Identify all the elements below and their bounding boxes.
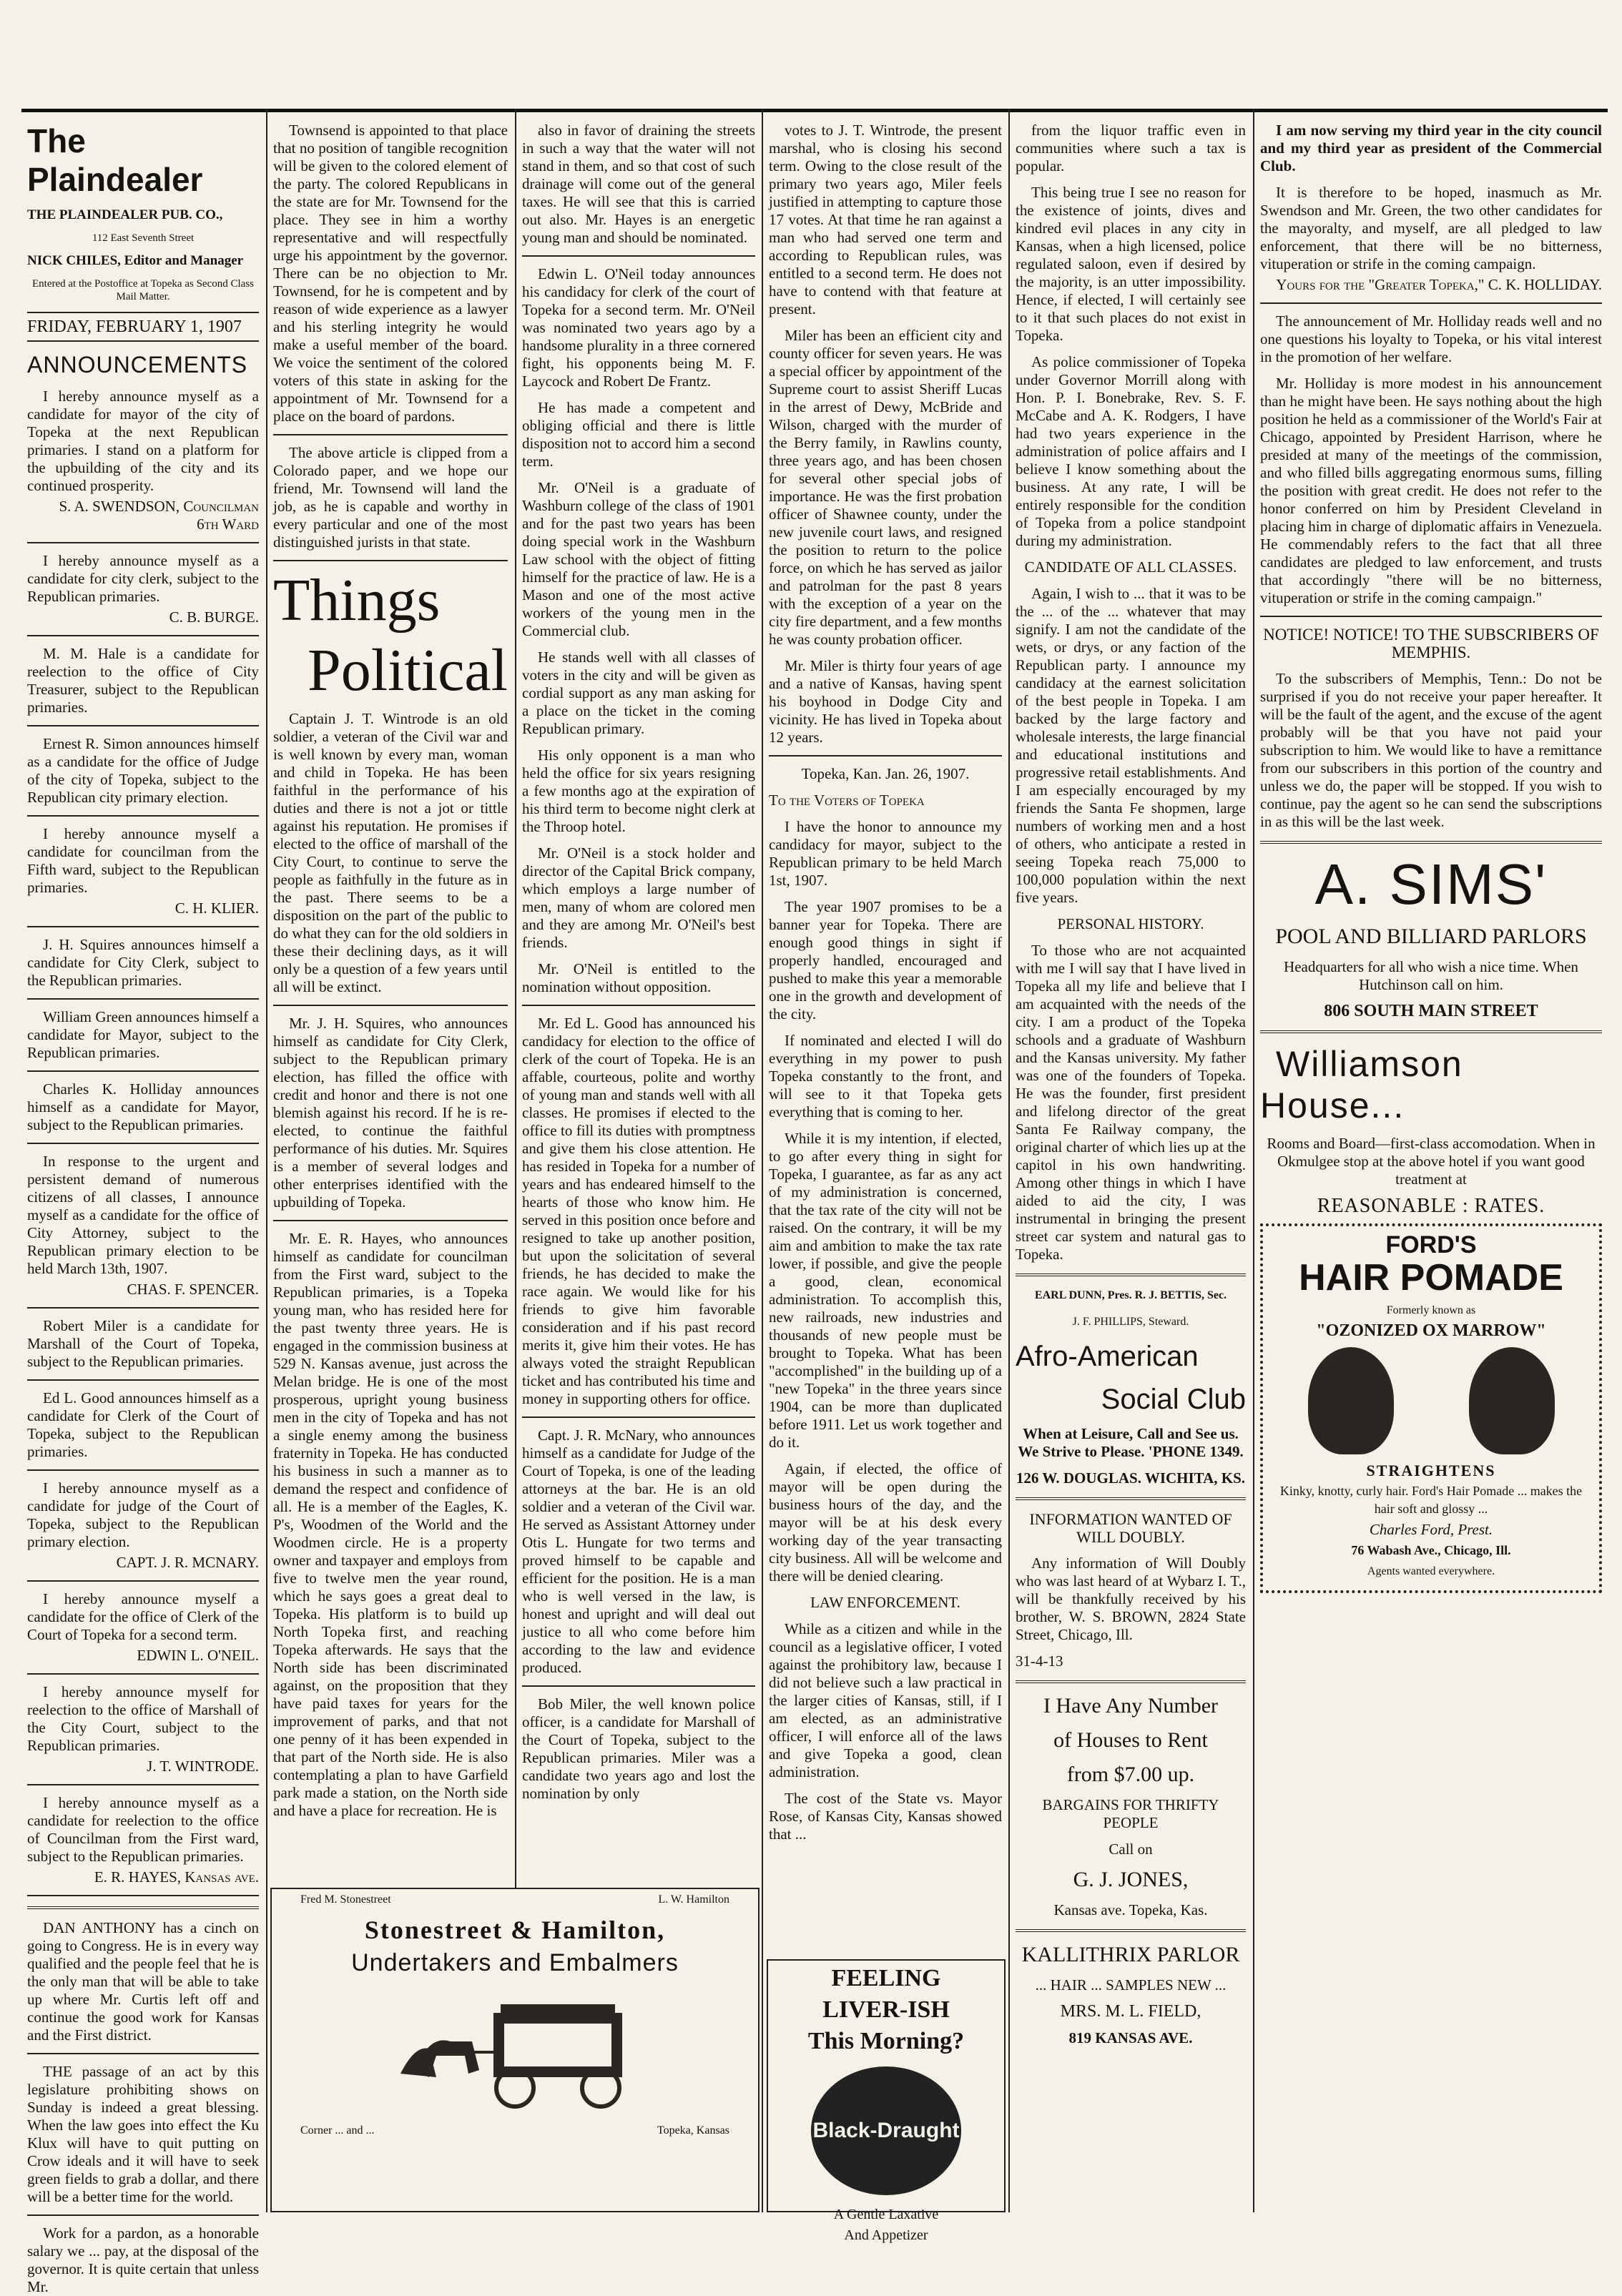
holliday-signature: Yours for the "Greater Topeka," C. K. HOLLIDAY.	[1276, 276, 1602, 293]
article-oneil-3: Mr. O'Neil is a graduate of Washburn college of the class of 1901 and for the past two years has been doing special work in the Washburn Law school with the object of fitting himself for the practice of law. He is a Mason and one of the most active workers of the young men in the Commercial club.	[522, 479, 755, 639]
houses-to-rent-ad	[1016, 1693, 1246, 1919]
divider	[27, 1379, 259, 1381]
fords-straightens: STRAIGHTENS	[1366, 1462, 1496, 1479]
article-oneil: Edwin L. O'Neil today announces his candidacy for clerk of the court of Topeka for a second term. Mr. O'Neil was nominated two years ago by a handsome plurality in a three cornered fight, his opponents being M. F. Laycock and Robert De Frantz.	[522, 265, 755, 390]
kallithrix-owner: MRS. M. L. FIELD,	[1060, 2002, 1201, 2021]
liver-line-2: LIVER-ISH	[822, 1996, 950, 2023]
notice-heading: NOTICE! NOTICE! TO THE SUBSCRIBERS OF MEMPHIS.	[1263, 626, 1599, 661]
divider	[27, 998, 259, 1000]
article-oneil-6: Mr. O'Neil is a stock holder and director of the Capital Brick company, which employs a large number of men, many of whom are colored men and they are among Mr. O'Neil's best friends.	[522, 844, 755, 951]
divider	[1260, 841, 1602, 844]
fords-signature: Charles Ford, Prest.	[1369, 1521, 1493, 1538]
afro-title-2: Social Club	[1101, 1384, 1246, 1415]
article-hayes-cont: also in favor of draining the streets in such a way that the water will not stand in them, and so that cost of such drainage will come out of the general taxes. He will see that this is carried out also. Mr. Hayes is an energetic young man and should be nominated.	[522, 122, 755, 246]
announcement-text: I hereby announce myself as a candidate for reelection to the office of Councilman from the First ward, subject to the Republican primaries.	[27, 1794, 259, 1865]
announcements-heading: ANNOUNCEMENTS	[27, 352, 248, 378]
williamson-ad	[1260, 1043, 1602, 1215]
letter-cont-p5: To those who are not acquainted with me I will say that I have lived in Topeka all my life and believe that I am acquainted with the needs of the city. I am a product of the Topeka schools and a graduate of Washburn and the Kansas university. My father was one of the founders of Topeka. He was the founder, first president and lifelong director of the great Santa Fe Railway company, the original charter of which lies up at the capitol in his own handwriting. Among other things in which I have aided to aid the city, I was instrumental in bringing the present street car system and natural gas to Topeka.	[1016, 942, 1246, 1263]
stonestreet-title: Stonestreet & Hamilton,	[364, 1916, 666, 1944]
fords-pomade-ad	[1260, 1223, 1602, 1593]
houses-line-6: G. J. JONES,	[1073, 1868, 1189, 1891]
letter-cont-p4: Again, I wish to ... that it was to be the ... of the ... whatever that may signify. I am not the candidate of the wets, or drys, or any faction of the Republican party. I announce my candidacy at the earnest solicitation of the best people in Topeka. I am backed by the large factory and wholesale interests, the large financial and educational institutions and progressive retail establishments. And I am especially encouraged by my friends the Santa Fe shopmen, large numbers of working men and a host of others, who anticipate a rested in seeing Topeka reach 75,000 to 100,000 population within the next five years.	[1016, 585, 1246, 906]
letter-dateline: Topeka, Kan. Jan. 26, 1907.	[801, 765, 970, 782]
sims-ad	[1260, 854, 1602, 1020]
masthead-title: The Plaindealer	[27, 122, 203, 198]
holliday-comment-1: The announcement of Mr. Holliday reads well and no one questions his loyalty to Topeka, or his vital interest in the promotion of her welfare.	[1260, 312, 1602, 365]
stonestreet-hamilton-ad	[270, 1888, 760, 2212]
letter-subhead-history: PERSONAL HISTORY.	[1057, 915, 1204, 932]
divider	[27, 1673, 259, 1675]
announcement-text: Ed L. Good announces himself as a candidate for Clerk of the Court of Topeka, subject to the Republican primaries.	[27, 1389, 259, 1460]
holliday-p1: I am now serving my third year in the city council and my third year as president of the Commercial Club.	[1260, 122, 1602, 174]
column-6	[1254, 122, 1608, 2212]
divider	[522, 1416, 755, 1418]
info-wanted-body: Any information of Will Doubly who was last heard of at Wybarz I. T., will be thankfully received by his brother, W. S. BROWN, 2824 State Street, Chicago, Ill.	[1016, 1555, 1246, 1643]
sims-text: Headquarters for all who wish a nice time. When Hutchinson call on him.	[1284, 958, 1578, 993]
liver-line-1: FEELING	[831, 1965, 941, 1991]
announcement-text: I hereby announce myself as a candidate for mayor of the city of Topeka at the next Republican primaries. I stand on a platform for the upbuilding of the city and its continued prosperity.	[27, 388, 259, 494]
divider	[27, 1143, 259, 1144]
divider	[27, 542, 259, 543]
kallithrix-line: ... HAIR ... SAMPLES NEW ...	[1035, 1976, 1227, 1994]
fords-text: Kinky, knotty, curly hair. Ford's Hair Pomade ... makes the hair soft and glossy ...	[1279, 1484, 1583, 1516]
divider	[27, 1895, 259, 1896]
top-rule	[21, 109, 1608, 112]
article-oneil-4: He stands well with all classes of voters in the city and will be given as cordial support as any man asking for a place on the ticket in the coming Republican primary.	[522, 649, 755, 737]
afro-officers: EARL DUNN, Pres. R. J. BETTIS, Sec.	[1034, 1289, 1227, 1301]
masthead-editor: NICK CHILES, Editor and Manager	[27, 253, 244, 268]
announcement-signature: J. T. WINTRODE.	[147, 1758, 259, 1775]
hearse-icon	[386, 1984, 644, 2113]
houses-line-1: I Have Any Number	[1043, 1694, 1219, 1718]
letter-p2: The year 1907 promises to be a banner year for Topeka. There are enough good things in sight if properly handled, encouraged and pushed to make this year a memorable one in the growth and development of the city.	[769, 898, 1002, 1023]
announcement-text: I hereby announce myself a candidate for councilman from the Fifth ward, subject to the Republican primaries.	[27, 825, 259, 896]
article-mcnary: Capt. J. R. McNary, who announces himself as a candidate for Judge of the Court of Topeka, is one of the leading attorneys at the bar. He is an old soldier and a veteran of the Civil war. He served as Assistant Attorney under Otis L. Hungate for two terms and proved himself to be capable and efficient for the position. He is a man who is well versed in the law, is honest and upright and will deal out justice to all who come before him according to the law and evidence produced.	[522, 1427, 755, 1676]
divider	[27, 635, 259, 636]
black-draught-ad	[767, 1959, 1006, 2243]
masthead-date: FRIDAY, FEBRUARY 1, 1907	[27, 312, 259, 342]
divider	[1016, 1497, 1246, 1500]
letter-p4: While it is my intention, if elected, to go after every thing in sight for Topeka, I guarantee, as far as any act of my administration is concerned, that the tax rate of the city will not be raised. On the contrary, it will be my aim and ambition to make the tax rate lower, if possible, and give the people a good, clean, economical administration. To accomplish this, new railroads, new industries and thousands of new people must be brought to Topeka. What has been "accomplished" in the building up of a "new Topeka" in the three years since 1904, can be more than duplicated before 1911. Let us work together and do it.	[769, 1130, 1002, 1451]
announcement-text: I hereby announce myself as a candidate for judge of the Court of Topeka, subject to the Republican primary election.	[27, 1479, 259, 1550]
divider	[1260, 302, 1602, 304]
afro-steward: J. F. PHILLIPS, Steward.	[1072, 1316, 1189, 1328]
notice-body: To the subscribers of Memphis, Tenn.: Do not be surprised if you do not receive your paper hereafter. It will be the fault of the agent, and the excuse of the agent probably will be that you have not paid your subscription to him. We would like to have a remittance from our subscribers in this portion of the country and unless we do, the paper will be stopped. If you wish to continue, pay the agent so he can send the subscriptions in as this will be the last week.	[1260, 670, 1602, 830]
article-townsend: Townsend is appointed to that place that no position of tangible recognition will be given to the colored element of the party. The colored Republicans in the state are for Mr. Townsend for the place. They see in him a worthy representative and will respectfully urge his appointment by the governor. There can be no objection to Mr. Townsend, for he is competent and by reason of wide experience as a lawyer and his sterling integrity he would make a useful member of the board. We voice the sentiment of the colored voters of this state in asking for the appointment of Mr. Townsend for a place on the board of pardons.	[273, 122, 508, 425]
announcement-text: Ernest R. Simon announces himself as a candidate for the office of Judge of the city of Topeka, subject to the Republican city primary election.	[27, 735, 259, 806]
editorial-sunday-law: THE passage of an act by this legislature prohibiting shows on Sunday is indeed a great blessing. When the law goes into effect the Ku Klux will have to quit putting on Crow ideals and it will have to seek green fields to grab a dollar, and there will be a better time for the world.	[27, 2063, 259, 2205]
divider	[273, 434, 508, 435]
announcement-signature: CHAS. F. SPENCER.	[127, 1281, 259, 1298]
houses-line-4: BARGAINS FOR THRIFTY PEOPLE	[1042, 1796, 1219, 1831]
divider	[1260, 616, 1602, 617]
divider	[1260, 1030, 1602, 1033]
holliday-p2: It is therefore to be hoped, inasmuch as Mr. Swendson and Mr. Green, the two other candidates for the mayoralty, and myself, are all pledged to law enforcement, that there will be no bitterness, vituperation or strife in the coming campaign.	[1260, 184, 1602, 272]
column-5	[1010, 122, 1252, 2212]
announcement-text: William Green announces himself a candidate for Mayor, subject to the Republican primaries.	[27, 1008, 259, 1061]
divider	[769, 755, 1002, 757]
announcement-text: I hereby announce myself for reelection to the office of Marshall of the City Court, subject to the Republican primaries.	[27, 1683, 259, 1754]
divider	[522, 1005, 755, 1006]
letter-cont-p3: As police commissioner of Topeka under Governor Morrill along with Hon. P. I. Bonebrake, Rev. S. F. McCabe and A. K. Rodgers, I have had two years experience in the administration of police affairs and I believe I know something about the business. At any rate, I will be entirely responsible for the condition of Topeka from a police standpoint during my administration.	[1016, 353, 1246, 549]
kallithrix-title: KALLITHRIX PARLOR	[1021, 1943, 1240, 1966]
divider	[1016, 1929, 1246, 1932]
headline-things: Things	[273, 567, 441, 634]
stonestreet-address-right: Topeka, Kansas	[657, 2124, 729, 2137]
headline-political: Political	[308, 637, 508, 704]
article-oneil-7: Mr. O'Neil is entitled to the nomination without opposition.	[522, 960, 755, 995]
announcement-text: I hereby announce myself a candidate for the office of Clerk of the Court of Topeka for a second term.	[27, 1590, 259, 1643]
stonestreet-name-left: Fred M. Stonestreet	[300, 1893, 391, 1906]
divider	[1016, 1680, 1246, 1683]
divider	[522, 255, 755, 257]
sims-subtitle: POOL AND BILLIARD PARLORS	[1275, 925, 1587, 948]
divider	[27, 2214, 259, 2216]
article-oneil-2: He has made a competent and obliging official and there is little disposition not to accord him a second term.	[522, 399, 755, 470]
afro-address: 126 W. DOUGLAS. WICHITA, KS.	[1016, 1469, 1246, 1487]
fords-agents: Agents wanted everywhere.	[1367, 1565, 1495, 1577]
divider	[27, 725, 259, 726]
divider	[27, 1469, 259, 1471]
divider	[27, 1307, 259, 1309]
afro-title-1: Afro-American	[1016, 1341, 1199, 1372]
masthead-publisher: THE PLAINDEALER PUB. CO.,	[27, 207, 223, 222]
liver-line-4: A Gentle Laxative	[833, 2207, 939, 2222]
letter-p3: If nominated and elected I will do everything in my power to push Topeka constantly to the front, and will see to it that Topeka gets everything that is coming to her.	[769, 1032, 1002, 1120]
divider	[273, 560, 508, 561]
williamson-text: Rooms and Board—first-class accomodation. When in Okmulgee stop at the above hotel if you want good treatment at	[1267, 1135, 1596, 1188]
letter-cont-p1: from the liquor traffic even in communities where such a tax is popular.	[1016, 122, 1246, 174]
fords-name: FORD'S	[1385, 1231, 1477, 1258]
sims-address: 806 SOUTH MAIN STREET	[1324, 1002, 1538, 1020]
liver-line-3: This Morning?	[807, 2028, 965, 2054]
houses-line-7: Kansas ave. Topeka, Kas.	[1053, 1901, 1208, 1918]
divider	[27, 1784, 259, 1785]
stonestreet-name-right: L. W. Hamilton	[658, 1893, 729, 1906]
divider	[27, 1580, 259, 1582]
announcements-list	[27, 388, 259, 1896]
article-miler: Bob Miler, the well known police officer, is a candidate for Marshall of the Court of Topeka, subject to the Republican primaries. Miler was a candidate two years ago and lost the nomination by only	[522, 1695, 755, 1802]
article-townsend-note: The above article is clipped from a Colorado paper, and we hope our friend, Mr. Townsend will land the job, as he is capable and worthy in every particular and one of the most distinguished jurists in that state.	[273, 444, 508, 551]
divider	[522, 1685, 755, 1687]
houses-line-3: from $7.00 up.	[1066, 1763, 1195, 1786]
article-hayes: Mr. E. R. Hayes, who announces himself as candidate for councilman from the First ward, subject to the Republican primaries, is a Topeka young man, who has resided here for the past twenty three years. He is engaged in the commission business at 529 N. Kansas avenue, just across the Melan bridge. He is one of the most prosperous, upright young business men in the city of Topeka and has not a single enemy among the business fraternity in Topeka. He has conducted his business in such a manner as to demand the respect and confidence of all. He is a member of the Eagles, K. P's, Woodmen of the World and the Woodmen circle. He is a property owner and taxpayer and employs from five to twelve men the year round, which he says goes a great deal to Topeka. His platform is to build up North Topeka first, and reaching Topeka afterwards. He says that the North side has been discriminated against, on the proposition that they have paid taxes for years for the improvement of parks, and that not one penny of it has been expended in that part of the North side. He is also contemplating a plan to have Garfield park made a station, on the North side and have a place for recreation. He is	[273, 1230, 508, 1819]
letter-p6: While as a citizen and while in the council as a legislative officer, I voted against the prohibitory law, because I did not believe such a law practical in the larger cities of Kansas, still, if I am elected, as an administrative officer, I will enforce all of the laws and give Topeka a good, clean administration.	[769, 1620, 1002, 1780]
info-wanted-heading: INFORMATION WANTED OF WILL DOUBLY.	[1029, 1510, 1232, 1546]
letter-p5: Again, if elected, the office of mayor will be open during the business hours of the day, and the mayor will be at his desk every working day of the year transacting city business. All will be welcome and there will be denied clearing.	[769, 1460, 1002, 1585]
announcement-text: Charles K. Holliday announces himself as a candidate for Mayor, subject to the Republican primaries.	[27, 1080, 259, 1133]
williamson-rates: REASONABLE : RATES.	[1317, 1195, 1545, 1217]
divider	[1016, 1273, 1246, 1276]
column-2	[267, 122, 513, 1819]
announcement-text: In response to the urgent and persistent demand of numerous citizens of all classes, I announce myself as a candidate for the office of City Attorney, subject to the Republican primary election to be held March 13th, 1907.	[27, 1153, 259, 1277]
houses-line-2: of Houses to Rent	[1053, 1728, 1208, 1752]
column-1	[21, 122, 265, 2295]
letter-cont-p2: This being true I see no reason for the existence of joints, dives and kindred evil places in any city in Kansas, when a high licensed, police regulated saloon, even if desired by the majority, is an utter impossibility. Hence, if elected, I will certainly see to it that such places do not exist in Topeka.	[1016, 184, 1246, 344]
afro-invite: When at Leisure, Call and See us. We Strive to Please. 'PHONE 1349.	[1018, 1425, 1244, 1460]
announcement-text: I hereby announce myself as a candidate for city clerk, subject to the Republican primaries.	[27, 552, 259, 605]
announcement-signature: EDWIN L. O'NEIL.	[137, 1647, 259, 1664]
info-wanted-code: 31-4-13	[1016, 1652, 1063, 1670]
divider	[273, 1220, 508, 1221]
stonestreet-subtitle: Undertakers and Embalmers	[351, 1949, 679, 1976]
fords-product: HAIR POMADE	[1299, 1257, 1563, 1299]
letter-p7: The cost of the State vs. Mayor Rose, of Kansas City, Kansas showed that ...	[769, 1790, 1002, 1843]
masthead-entered: Entered at the Postoffice at Topeka as Second Class Mail Matter.	[32, 278, 254, 302]
divider	[27, 815, 259, 817]
houses-line-5: Call on	[1109, 1841, 1153, 1858]
announcement-text: Robert Miler is a candidate for Marshall of the Court of Topeka, subject to the Republican primaries.	[27, 1317, 259, 1370]
stonestreet-address-left: Corner ... and ...	[300, 2124, 375, 2137]
masthead-address: 112 East Seventh Street	[92, 232, 195, 244]
fords-formerly: Formerly known as	[1386, 1304, 1476, 1316]
fords-illustration	[1270, 1347, 1592, 1454]
portrait-icon	[1308, 1347, 1394, 1454]
article-squires: Mr. J. H. Squires, who announces himself as candidate for City Clerk, subject to the Republican primary election, has filled the office with credit and honor and there is not one blemish against his record. If he is re-elected, to continue the faithful performance of his duties. Mr. Squires is a member of several lodges and other enterprises identified with the upbuilding of Topeka.	[273, 1015, 508, 1211]
divider	[27, 926, 259, 927]
article-miler-3: Mr. Miler is thirty four years of age and a native of Kansas, having spent his boyhood in Dodge City and vicinity. He has lived in Topeka about 12 years.	[769, 657, 1002, 746]
liver-line-5: And Appetizer	[844, 2227, 928, 2243]
article-oneil-5: His only opponent is a man who held the office for six years resigning a few months ago at the expiration of his third term to become night clerk at the Throop hotel.	[522, 747, 755, 835]
fords-ox-marrow: "OZONIZED OX MARROW"	[1316, 1321, 1546, 1340]
letter-subhead-law: LAW ENFORCEMENT.	[810, 1594, 960, 1611]
announcement-text: J. H. Squires announces himself a candidate for City Clerk, subject to the Republican primaries.	[27, 936, 259, 989]
announcement-signature: CAPT. J. R. MCNARY.	[116, 1554, 259, 1571]
column-4	[763, 122, 1008, 1843]
holliday-comment-2: Mr. Holliday is more modest in his announcement than he might have been. He says nothing about the high position he held as a commissioner of the World's Fair at Chicago, appointed by President Harrison, where he presided at many of the meetings of the commission, and who filled bills aggregating enormous sums, filling the position with great credit. He does not refer to the honor conferred on him by President Cleveland in placing him in charge of diplomatic affairs in Venezuela. He commendably refers to the fact that all three candidates are pledged to law enforcement, and trusts that accordingly "there will be no bitterness, vituperation or strife in the coming campaign."	[1260, 375, 1602, 606]
editorial-dan-anthony: DAN ANTHONY has a cinch on going to Congress. He is in every way qualified and the people feel that he is the only man that will be able to take up where Mr. Curtis left off and continue the good work for Kansas and the First district.	[27, 1919, 259, 2044]
announcement-signature: E. R. HAYES, Kansas ave.	[94, 1868, 259, 1886]
article-good: Mr. Ed L. Good has announced his candidacy for election to the office of clerk of the court of Topeka. He is an affable, courteous, polite and worthy of young man and stands well with all classes. He promises if elected to the office to fill its duties with promptness and give them his close attention. He has resided in Topeka for a number of years and has endeared himself to the hearts of those who know him. He served in this position once before and resigned to take up another position, but upon the solicitation of several friends, he has decided to make the race again. We would like for his friends to give him favorable consideration and if his past record merits it, give him their votes. He has always voted the straight Republican ticket and has contributed his time and money in supporting others for office.	[522, 1015, 755, 1407]
divider	[27, 1070, 259, 1072]
column-3	[516, 122, 761, 1802]
divider	[27, 2053, 259, 2054]
announcement-signature: S. A. SWENDSON, Councilman 6th Ward	[59, 498, 259, 533]
fords-address: 76 Wabash Ave., Chicago, Ill.	[1351, 1543, 1511, 1557]
announcement-signature: C. H. KLIER.	[175, 900, 259, 917]
kallithrix-address: 819 KANSAS AVE.	[1068, 2029, 1193, 2046]
announcement-text: M. M. Hale is a candidate for reelection to the office of City Treasurer, subject to the Republican primaries.	[27, 645, 259, 716]
letter-salutation: To the Voters of Topeka	[769, 792, 925, 809]
letter-p1: I have the honor to announce my candidacy for mayor, subject to the Republican primary to be held March 1st, 1907.	[769, 818, 1002, 889]
divider	[273, 1005, 508, 1006]
kallithrix-ad	[1016, 1942, 1246, 2047]
article-wintrode: Captain J. T. Wintrode is an old soldier, a veteran of the Civil war and is well known by every man, woman and child in Topeka. He has been faithful in the performance of his duties and there is not a jot or tittle against his reputation. He promises if elected to the office of marshall of the City Court, to continue to serve the people as faithfully in the future as in the past. There seems to be a disposition on the part of the public to do what they can for the old soldiers in these their declining days, as it will only be a question of a few years until all will be extinct.	[273, 710, 508, 995]
afro-american-club-ad	[1016, 1286, 1246, 1487]
letter-subhead-classes: CANDIDATE OF ALL CLASSES.	[1024, 558, 1237, 576]
sims-title: A. SIMS'	[1314, 852, 1548, 916]
article-miler-2: Miler has been an efficient city and county officer for seven years. He was a special officer by appointment of the Supreme court to assist Sheriff Lucas in the arrest of Dewy, McBride and Wilson, charged with the murder of the Berry family, in Rawlins county, three years ago, and has been chosen for several other special jobs of importance. He was the first probation officer of Shawnee county, under the new juvenile court laws, and resigned the position to return to the police force, on which he has served as jailor and patrolman for the past 8 years with the exception of a year on the city fire department, and a few months he was county probation officer.	[769, 327, 1002, 648]
editorial-pardon: Work for a pardon, as a honorable salary we ... pay, at the disposal of the governor. It is quite certain that unless Mr.	[27, 2224, 259, 2295]
divider	[27, 1906, 259, 1909]
article-miler-cont: votes to J. T. Wintrode, the present marshal, who is closing his second term. Owing to the close result of the primary two years ago, Miler feels justified in attempting to capture those 17 votes. At that time he ran against a man who had served one term and according to Republican rules, was entitled to a second term. He does not have to contend with that feature at present.	[769, 122, 1002, 317]
black-draught-emblem: Black-Draught	[811, 2066, 961, 2195]
williamson-title: Williamson House...	[1260, 1044, 1463, 1125]
announcement-signature: C. B. BURGE.	[169, 609, 259, 626]
portrait-icon	[1469, 1347, 1555, 1454]
